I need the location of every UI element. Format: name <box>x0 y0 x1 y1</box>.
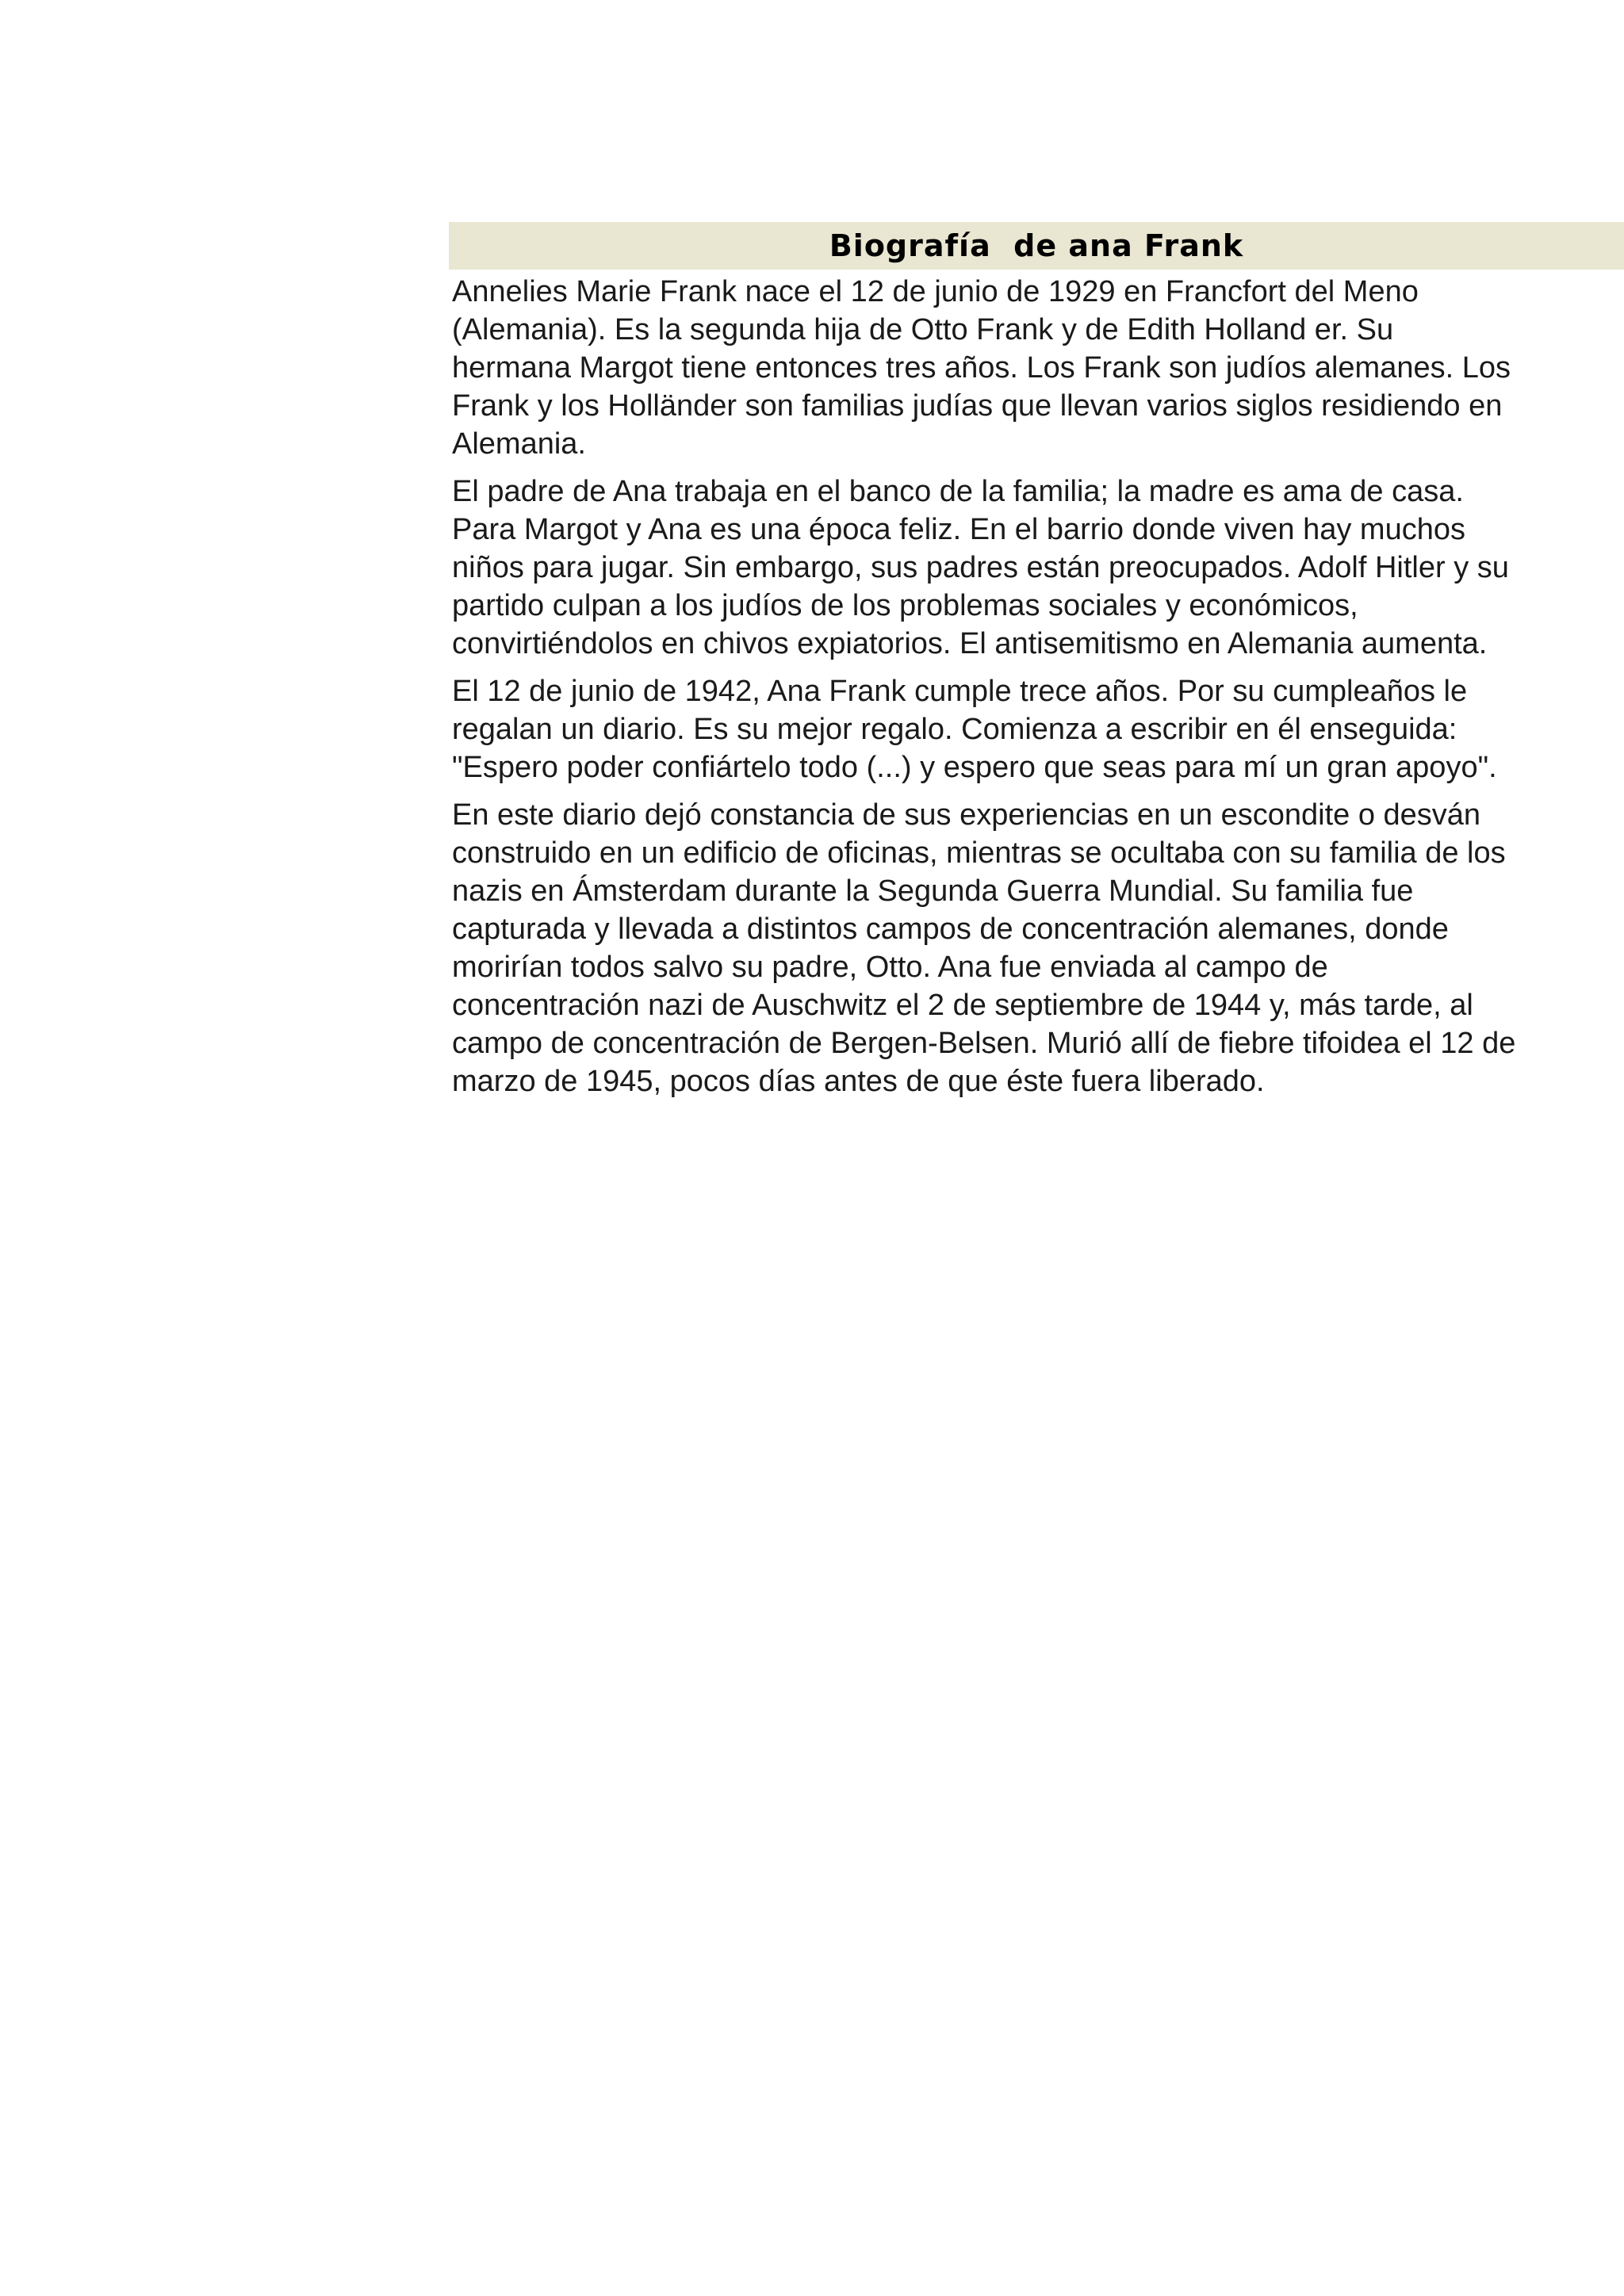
text-line: marzo de 1945, pocos días antes de que éste fuera liberado. <box>452 1065 1265 1098</box>
text-line: El 12 de junio de 1942, Ana Frank cumple trece años. Por su cumpleaños le <box>452 675 1468 708</box>
text-line: (Alemania). Es la segunda hija de Otto Frank y de Edith Holland er. Su <box>452 313 1394 346</box>
paragraph-3 <box>452 672 1624 786</box>
text-line: hermana Margot tiene entonces tres años. Los Frank son judíos alemanes. Los <box>452 351 1511 385</box>
title-bar <box>449 222 1624 270</box>
document-title: Biografía de ana Frank <box>829 228 1244 263</box>
biography-section <box>449 222 1624 1110</box>
text-line: El padre de Ana trabaja en el banco de la familia; la madre es ama de casa. <box>452 475 1464 508</box>
biography-body <box>449 270 1624 1100</box>
paragraph-2 <box>452 473 1624 663</box>
text-line: construido en un edificio de oficinas, mientras se ocultaba con su familia de los <box>452 836 1506 870</box>
text-line: nazis en Ámsterdam durante la Segunda Guerra Mundial. Su familia fue <box>452 874 1414 908</box>
text-line: niños para jugar. Sin embargo, sus padres están preocupados. Adolf Hitler y su <box>452 551 1509 584</box>
text-line: concentración nazi de Auschwitz el 2 de septiembre de 1944 y, más tarde, al <box>452 989 1473 1022</box>
text-line: partido culpan a los judíos de los problemas sociales y económicos, <box>452 589 1358 622</box>
text-line: convirtiéndolos en chivos expiatorios. El antisemitismo en Alemania aumenta. <box>452 627 1488 660</box>
text-line: campo de concentración de Bergen-Belsen. Murió allí de fiebre tifoidea el 12 de <box>452 1027 1516 1060</box>
text-line: En este diario dejó constancia de sus experiencias en un escondite o desván <box>452 798 1481 832</box>
paragraph-1 <box>452 273 1624 463</box>
text-line: regalan un diario. Es su mejor regalo. Comienza a escribir en él enseguida: <box>452 713 1457 746</box>
text-line: Frank y los Holländer son familias judías que llevan varios siglos residiendo en <box>452 389 1503 423</box>
text-line: capturada y llevada a distintos campos de concentración alemanes, donde <box>452 913 1449 946</box>
text-line: Alemania. <box>452 427 586 461</box>
paragraph-4 <box>452 796 1624 1100</box>
text-line: morirían todos salvo su padre, Otto. Ana fue enviada al campo de <box>452 951 1328 984</box>
text-line: Para Margot y Ana es una época feliz. En el barrio donde viven hay muchos <box>452 513 1465 546</box>
text-line: Annelies Marie Frank nace el 12 de junio de 1929 en Francfort del Meno <box>452 275 1419 308</box>
text-line: "Espero poder confiártelo todo (...) y espero que seas para mí un gran apoyo". <box>452 751 1497 784</box>
